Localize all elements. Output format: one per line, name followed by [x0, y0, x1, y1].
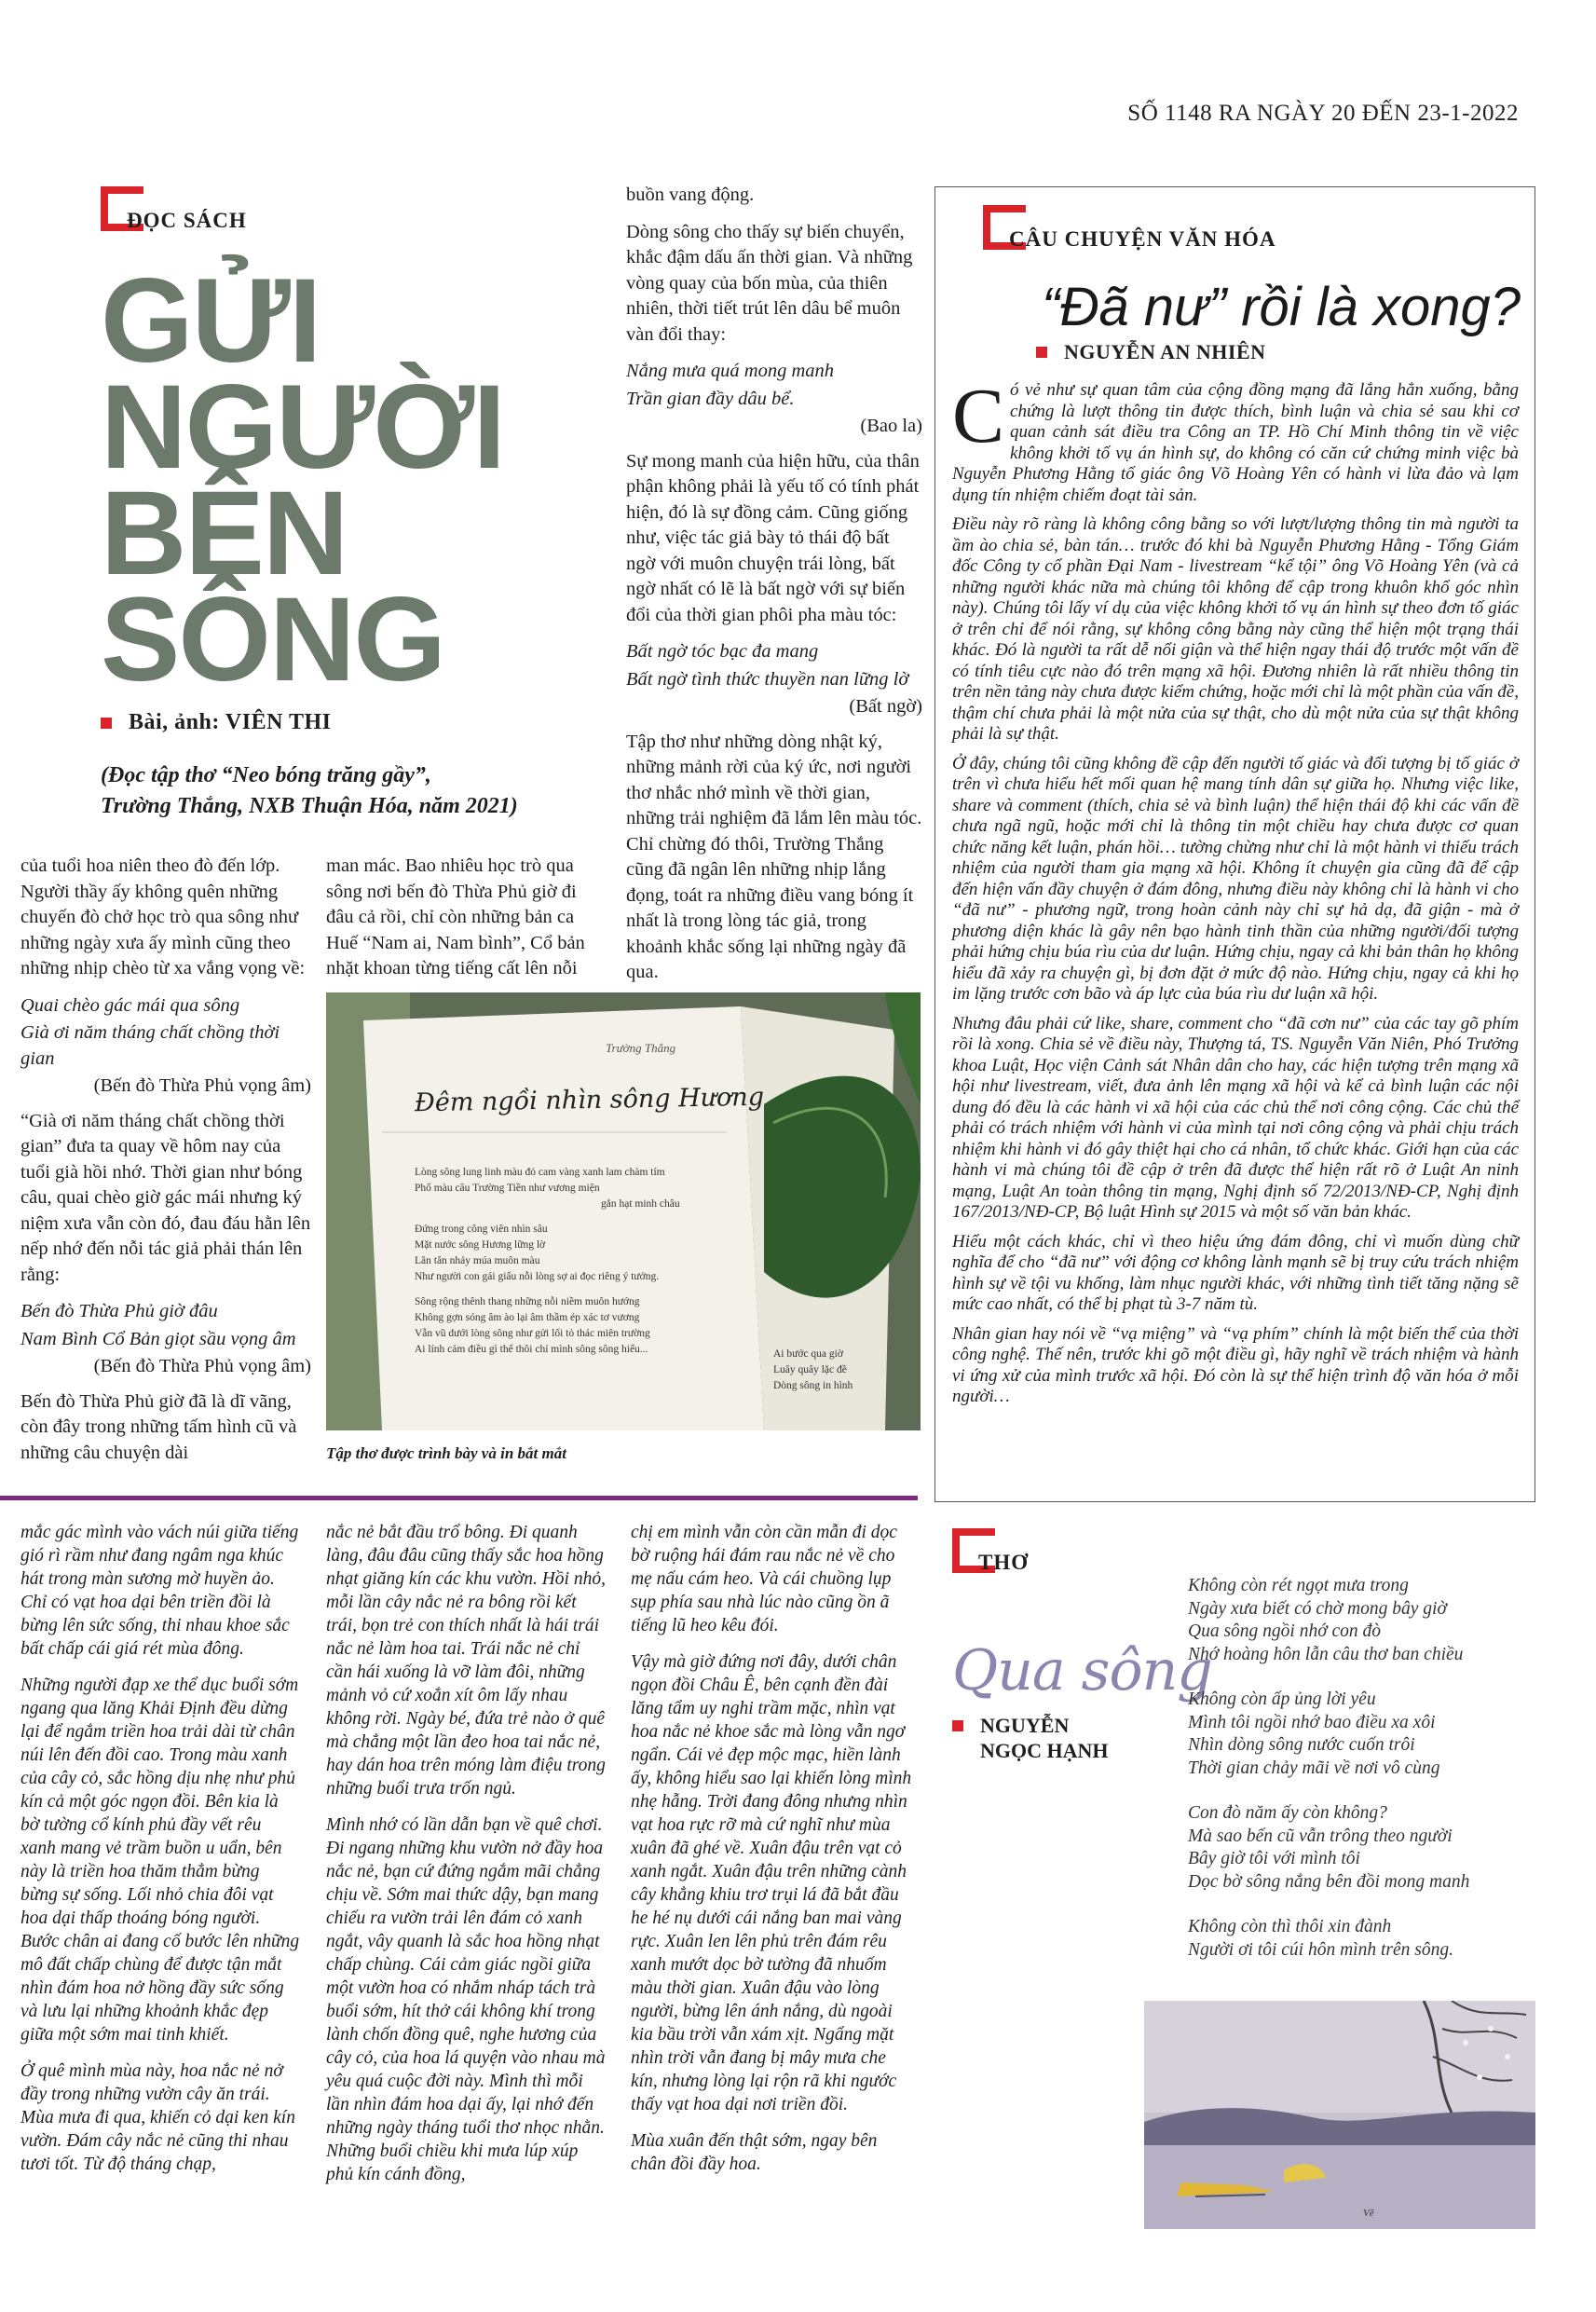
book-side-line: Luây quây lặc đề: [773, 1364, 847, 1375]
poem-author-line: NGỌC HẠNH: [980, 1739, 1109, 1762]
paragraph: Sự mong manh của hiện hữu, của thân phận không phải là yếu tố có tính phát hiện, đó là sự đồng cảm. Cũng giống như, việc tác giả bày tỏ thái độ bất ngờ với muôn chuyện trái lòng, bất ngờ nhất có lẽ là bất ngờ với sự biến đổi của thời gian phôi pha màu tóc:: [626, 450, 920, 625]
paragraph: Nhân gian hay nói về “vạ miệng” và “vạ phím” chính là một biến thể của thời công nghệ. Thế nên, trước khi gõ một điều gì, hãy nghĩ về trách nhiệm và hành vi ứng xử của mình trước xã hội. Đó còn là sự thể hiện trình độ văn hóa ở mỗi người…: [952, 1323, 1519, 1406]
bullet-square-icon: [1036, 347, 1047, 358]
section-label: ĐỌC SÁCH: [127, 209, 247, 232]
bottom-column-3: [631, 1521, 915, 2189]
poem-line: Qua sông ngồi nhớ con đò: [1188, 1621, 1382, 1641]
poem-stanza: [1188, 1802, 1523, 1894]
poem-line: Không còn rét ngọt mưa trong: [1188, 1576, 1409, 1595]
issue-line: SỐ 1148 RA NGÀY 20 ĐẾN 23-1-2022: [1127, 101, 1519, 126]
article-column-1: [20, 854, 311, 1477]
headline-line: NGƯỜI: [101, 361, 504, 494]
book-line: Như người con gái giấu nỗi lòng sợ ai đọc riêng ý tưởng.: [415, 1271, 660, 1282]
poem-line: Nhớ hoàng hôn lẫn câu thơ ban chiều: [1188, 1644, 1464, 1664]
paragraph: Vậy mà giờ đứng nơi đây, dưới chân ngọn đồi Châu Ê, bên cạnh đền đài lăng tẩm uy nghi trầm mặc, nhìn vạt hoa nắc nẻ khoe sắc mà lòng vẫn ngơ ngẩn. Cái vẻ đẹp mộc mạc, hiền lành ấy, không hiểu sao lại khiến lòng mình nhẹ hẫng. Trời đang đông nhưng nhìn vạt hoa rực rỡ mà cứ nghĩ như mùa xuân đã ghé về. Xuân đậu trên vạt cỏ xanh ngắt. Xuân đậu trên những cành cây khẳng khiu trơ trụi lá đã bắt đầu he hé nụ dưới cái nắng ban mai vàng rực. Xuân len lên phủ trên đám rêu xanh mướt dọc bờ tường đã nhuốm màu thời gian. Xuân đậu vào lòng người, bừng lên ánh nắng, dù ngoài kia bầu trời vẫn xám xịt. Ngẩng mặt nhìn trời vẫn đang bị mây mưa che kín, nhưng lòng lại rộn rã khi ngước thấy vạt hoa dại nơi triền đồi.: [631, 1652, 912, 2114]
verse-source: (Bến đò Thừa Phủ vọng âm): [93, 1075, 311, 1096]
subtitle-line: (Đọc tập thơ “Neo bóng trăng gầy”,: [101, 763, 431, 787]
section-doc-sach: [101, 186, 247, 231]
poem-artwork: [1144, 2001, 1535, 2229]
poem-line: Không còn ấp ủng lời yêu: [1188, 1690, 1376, 1709]
book-line: Lòng sông lung linh màu đỏ cam vàng xanh lam chàm tím: [415, 1167, 665, 1178]
byline: [101, 710, 332, 735]
section-label: THƠ: [978, 1551, 1030, 1574]
paragraph: Hiểu một cách khác, chỉ vì theo hiệu ứng đám đông, chỉ vì muốn dùng chữ nghĩa để cho “đã nư” với động cơ không lành mạnh sẽ bị truy cứu trách nhiệm hình sự về tội vu khống, làm nhục người khác, với những tình tiết tăng nặng sẽ mức cao nhất, có thể bị phạt tù 3-7 năm tù.: [952, 1231, 1519, 1314]
paragraph: Tập thơ như những dòng nhật ký, những mảnh rời của ký ức, nơi người thơ nhắc nhớ mình về thời gian, những trải nghiệm đã lắm lên màu tóc. Chỉ chừng đó thôi, Trường Thắng cũng đã ngân lên những nhịp lắng đọng, toát ra những điều vang bóng ít nhất là trong lòng tác giả, trong khoảnh khắc sống lại những ngày đã qua.: [626, 731, 922, 982]
poem-title: Qua sông: [952, 1638, 1212, 1703]
bottom-column-2: [326, 1521, 607, 2199]
poem-author-line: NGUYỄN: [980, 1714, 1070, 1737]
byline-text: NGUYỄN AN NHIÊN: [1064, 340, 1266, 363]
paragraph: Mình nhớ có lần dẫn bạn về quê chơi. Đi ngang những khu vườn nở đầy hoa nắc nẻ, bạn cứ đứng ngắm mãi chẳng chịu về. Sớm mai thức dậy, bạn mang chiếu ra vườn trải lên đám cỏ xanh ngắt, vây quanh là sắc hoa hồng nhạt chấp chùng. Cái cảm giác ngồi giữa một vườn hoa có nhắm nháp tách trà buổi sớm, hít thở cái không khí trong lành chốn đồng quê, nghe hương của cây cỏ, của hoa lá quyện vào nhau mà yêu quá cuộc đời này. Mình thì mỗi lần nhìn đám hoa dại ấy, lại nhớ đến những ngày tháng tuổi thơ nhọc nhằn. Những buổi chiều khi mưa lúp xúp phủ kín cánh đồng,: [326, 1815, 606, 2184]
paragraph-text: ó vẻ như sự quan tâm của cộng đồng mạng đã lắng hẳn xuống, bằng chứng là lượt thông tin được thích, bình luận và chia sẻ sau khi cơ quan cảnh sát điều tra Công an TP. Hồ Chí Minh thông tin về việc không khởi tố vụ án hình sự, do không có căn cứ chứng minh việc bà Nguyễn Phương Hằng tố giác ông Võ Hoàng Yên có hành vi lừa đảo và lạm dụng tín nhiệm chiếm đoạt tài sản.: [952, 380, 1519, 505]
verse-line: Quai chèo gác mái qua sông: [20, 994, 240, 1016]
verse-line: Già ơi năm tháng chất chồng thời gian: [20, 1022, 280, 1069]
paragraph: nắc nẻ bắt đầu trổ bông. Đi quanh làng, đâu đâu cũng thấy sắc hoa hồng nhạt giăng kín các khu vườn. Hồi nhỏ, mỗi lần cây nắc nẻ ra bông rồi kết trái, bọn trẻ con thích nhất là hái trái nắc nẻ làm hoa tai. Trái nắc nẻ chỉ cần hái xuống là vỡ làm đôi, những mảnh vỏ cứ xoắn xít ôm lấy nhau không rời. Ngày bé, đứa trẻ nào ở quê mà chẳng một lần đeo hoa tai nắc nẻ, hay dán hoa trên móng làm điệu trong những buổi trưa trốn ngủ.: [326, 1523, 606, 1799]
paragraph: buồn vang động.: [626, 185, 755, 205]
paragraph: Điều này rõ ràng là không công bằng so với lượt/lượng thông tin mà người ta ầm ào chia sẻ, bàn tán… trước đó khi bà Nguyễn Phương Hằng - Tổng Giám đốc Công ty cổ phần Đại Nam - livestream “kể tội” ông Võ Hoàng Yên (và cả những người khác nữa mà chúng tôi không để cập trong khuôn khổ góc nhìn này). Chúng tôi lấy ví dụ của việc không khởi tố vụ án hình sự theo đơn tố giác ở trên chỉ để nói rằng, sự không công bằng này cũng thể hiện một trạng thái khác. Đó là người ta rất dễ nổi giận và thể hiện ngay thái độ trước một vấn đề có tính tiêu cực nào đó trên mạng xã hội. Đương nhiên là rất nhiều thông tin trên nền tảng này chưa được kiểm chứng, hoặc mới chỉ là một phần của vấn đề, thậm chí chưa phải là một nửa của sự thật, cho dù một nửa của sự thật không phải là sự thật.: [952, 514, 1519, 744]
poem-author: [980, 1713, 1109, 1763]
book-line: gắn hạt minh châu: [601, 1198, 680, 1210]
section-label: CÂU CHUYỆN VĂN HÓA: [1009, 227, 1276, 251]
verse-line: Bất ngờ tóc bạc đa mang: [626, 641, 819, 662]
book-line: Lăn tăn nhảy múa muôn màu: [415, 1255, 540, 1266]
book-line: Vẫn vũ dưới lòng sông như gửi lối tỏ thác miên trường: [415, 1328, 650, 1339]
verse-line: Trần gian đầy dâu bể.: [626, 388, 795, 409]
paragraph: mắc gác mình vào vách núi giữa tiếng gió rì rầm như đang ngâm nga khúc hát trong màn sương mờ huyền ảo. Chỉ có vạt hoa dại bên triền đồi là bừng lên sức sống, thi nhau khoe sắc bất chấp cái giá rét mùa đông.: [20, 1523, 299, 1659]
byline-text: Bài, ảnh: VIÊN THI: [129, 710, 332, 734]
headline-line: SÔNG: [101, 573, 444, 706]
section-tho: [952, 1528, 1029, 1573]
drop-cap: C: [952, 373, 1005, 459]
section-divider: [0, 1496, 918, 1500]
culture-text: [952, 373, 1519, 1416]
poem-line: Bây giờ tôi với mình tôi: [1188, 1849, 1360, 1868]
book-side-lines: [773, 1347, 885, 1394]
poem-text: [1188, 1575, 1523, 1984]
section-van-hoa: [983, 205, 1276, 250]
book-line: Đứng trong công viên nhìn sâu: [415, 1224, 548, 1235]
culture-byline: [1036, 340, 1266, 364]
paragraph: [952, 373, 1519, 506]
culture-title: “Đã nư” rồi là xong?: [1042, 277, 1521, 337]
verse-source: (Bao la): [860, 416, 922, 436]
paragraph: Mùa xuân đến thật sớm, ngay bên chân đồi đầy hoa.: [631, 2131, 878, 2174]
poem-line: Không còn thì thôi xin đành: [1188, 1917, 1392, 1936]
verse-line: Bất ngờ tình thức thuyền nan lững lờ: [626, 668, 909, 690]
verse-line: Bến đò Thừa Phủ giờ đâu: [20, 1301, 218, 1321]
poem-line: Nhìn dòng sông nước cuốn trôi: [1188, 1735, 1415, 1755]
article-column-3: [626, 183, 922, 997]
poem-stanza: [1188, 1689, 1523, 1780]
headline-line: GỬI: [101, 254, 321, 388]
verse-line: Nắng mưa quá mong manh: [626, 361, 835, 381]
book-poem-lines: [415, 1165, 750, 1358]
verse-source: (Bến đò Thừa Phủ vọng âm): [93, 1356, 311, 1376]
poem-line: Mình tôi ngồi nhớ bao điều xa xôi: [1188, 1712, 1436, 1732]
book-line: Phố màu câu Trường Tiền như vương miện: [415, 1183, 600, 1194]
paragraph: Dòng sông cho thấy sự biến chuyển, khắc đậm dấu ấn thời gian. Và những vòng quay của bốn mùa, của thiên nhiên, thời tiết trút lên dâu bể muôn vàn đổi thay:: [626, 221, 913, 345]
paragraph: chị em mình vẫn còn cần mẫn đi dọc bờ ruộng hái đám rau nắc nẻ về cho mẹ nấu cám heo. Và cái chuồng lụp sụp phía sau nhà lúc nào cũng ồn ã tiếng lũ heo kêu đói.: [631, 1523, 897, 1635]
poem-stanza: [1188, 1575, 1523, 1666]
paragraph: “Già ơi năm tháng chất chồng thời gian” đưa ta quay về hôm nay của tuổi già hồi nhớ. Thời gian như bóng câu, quai chèo giờ gác mái nhưng ký niệm xưa vẫn còn đó, đau đáu hằn lên nếp nhớ đến nỗi tác giả phải thán lên rằng:: [20, 1110, 311, 1285]
headline-line: BÊN: [101, 467, 348, 600]
paragraph: Những người đạp xe thể dục buổi sớm ngang qua lăng Khải Định đều dừng lại để ngắm triền hoa trải dài từ chân núi lên đến đồi cao. Trong màu xanh của cây cỏ, sắc hồng dịu nhẹ như phủ kín cả một góc ngọn đồi. Bên kia là bờ tường cổ kính phủ đầy vết rêu xanh mang vẻ trầm buồn u uẩn, bên này là triền hoa thăm thẳm bừng bừng sự sống. Lối nhỏ chia đôi vạt hoa dại thấp thoáng bóng người. Bước chân ai đang cố bước lên những mô đất chấp chùng để được tận mắt nhìn đám hoa nở hồng đầy sức sống và lưu lại những khoảnh khắc đẹp giữa một sớm mai tinh khiết.: [20, 1676, 300, 2045]
poem-line: Mà sao bến cũ vẫn trông theo người: [1188, 1826, 1453, 1846]
book-line: Sông rộng thênh thang những nỗi niềm muôn hướng: [415, 1296, 640, 1307]
book-line: Mặt nước sông Hương lững lờ: [415, 1239, 546, 1251]
paragraph: Ở quê mình mùa này, hoa nắc nẻ nở đầy trong những vườn cây ăn trái. Mùa mưa đi qua, khiến cỏ dại ken kín vườn. Đám cây nắc nẻ cũng thi nhau tươi tốt. Từ độ tháng chạp,: [20, 2061, 295, 2174]
verse-source: (Bất ngờ): [849, 696, 922, 717]
article-column-2: [326, 854, 606, 993]
book-line: Ai lính cảm điều gì thế thôi chỉ mình sông sông hiểu...: [415, 1344, 648, 1355]
paragraph: của tuổi hoa niên theo đò đến lớp. Người thầy ấy không quên những chuyến đò chở học trò qua sông như những ngày xưa ấy mình cũng theo những nhịp chèo từ xa vắng vọng về:: [20, 855, 306, 978]
poem-stanza: [1188, 1916, 1523, 1962]
bottom-column-1: [20, 1521, 300, 2189]
book-side-line: Dòng sông in hình: [773, 1380, 853, 1391]
poem-line: Con đò năm ấy còn không?: [1188, 1803, 1387, 1823]
paragraph: Nhưng đâu phải cứ like, share, comment cho “đã cơn nư” của các tay gõ phím rồi là xong. Chia sẻ về điều này, Thượng tá, TS. Nguyễn Văn Niên, Phó Trưởng khoa Luật, Học viện Cảnh sát Nhân dân cho hay, các hiện tượng trên mạng xã hội như livestream, viết, đưa ảnh lên mạng xã hội và kể cả bình luận các nội dung đó đều là các hành vi xã hội của các chủ thể nơi công cộng. Các chủ thể phải có trách nhiệm với hành vi của mình tại nơi công cộng và phải chịu trách nhiệm khi hành vi đó gây thiệt hại cho cá nhân, tổ chức khác. Giới hạn của các hành vi mà chúng tôi đề cập ở trên đã được thể hiện rất rõ ở Luật An ninh mạng, Luật An toàn thông tin mạng, Nghị định số 72/2013/NĐ-CP, Nghị định 167/2013/NĐ-CP, Bộ luật Hình sự 2015 và một số văn bản khác.: [952, 1013, 1519, 1222]
bullet-square-icon: [101, 718, 112, 729]
paragraph: man mác. Bao nhiêu học trò qua sông nơi bến đò Thừa Phủ giờ đi đâu cả rồi, chỉ còn những bản ca Huế “Nam ai, Nam bình”, Cổ bản nhặt khoan từng tiếng cất lên nỗi: [326, 855, 585, 978]
poem-line: Ngày xưa biết có chờ mong bây giờ: [1188, 1598, 1447, 1619]
poem-byline: [952, 1713, 1109, 1763]
book-author: Trường Thắng: [606, 1041, 676, 1055]
book-photo: [326, 992, 921, 1430]
poem-line: Người ơi tôi cúi hôn mình trên sông.: [1188, 1939, 1453, 1960]
headline: [101, 254, 585, 706]
photo-caption: Tập thơ được trình bày và in bắt mắt: [326, 1444, 566, 1462]
paragraph: Bến đò Thừa Phủ giờ đã là dĩ vãng, còn đây trong những tấm hình cũ và những câu chuyện dài: [20, 1390, 297, 1463]
bullet-square-icon: [952, 1720, 963, 1731]
book-side-line: Ai bước qua giờ: [773, 1348, 843, 1360]
book-line: Không gợn sóng âm ào lại âm thầm ép xác tơ vương: [415, 1312, 640, 1323]
verse-line: Nam Bình Cổ Bản giọt sầu vọng âm: [20, 1328, 296, 1349]
river-boat-illustration: [1144, 2001, 1535, 2229]
subtitle: [101, 760, 585, 822]
subtitle-line: Trường Thắng, NXB Thuận Hóa, năm 2021): [101, 794, 518, 818]
poem-line: Dọc bờ sông nắng bên đồi mong manh: [1188, 1871, 1470, 1892]
poem-line: Thời gian chảy mãi về nơi vô cùng: [1188, 1758, 1440, 1778]
paragraph: Ở đây, chúng tôi cũng không đề cập đến người tố giác và đối tượng bị tố giác ở trên vì chưa hiểu hết mối quan hệ mang tính dân sự giữa họ. Nhưng việc like, share và comment (thích, chia sẻ và bình luận) thể hiện thái độ khi các vấn đề chưa ngã ngũ, hoặc mới chỉ là thông tin một chiều hay chưa được cơ quan chức năng kết luận, phán hồi… tường chừng như chỉ là một hành vi thiếu trách nhiệm của người tham gia mạng xã hội. Không ít chuyện gia cũng đã để cập đến hiện vấn đầy chuyện ở đám đông, nhưng điều này không chỉ là hành vi cho “đã nư” - phương ngữ, trong hoàn cảnh này chỉ sự hả dạ, đã giận - mà ở phương diện khác là gây nên bạo hành tinh thần của những người/đối tượng phải hứng chịu búa rìu của dư luận. Hứng chịu, ngay cả khi bản thân họ không hiểu đã xảy ra chuyện gì, bị đơn đặt ở mức độ nào. Hứng chịu, ngay cả khi họ im lặng trước cơn bão và áp lực của búa rìu dư luận xã hội.: [952, 753, 1519, 1004]
book-poem-title: Đêm ngồi nhìn sông Hương: [414, 1082, 765, 1118]
art-signature: Vẽ: [1363, 2208, 1374, 2219]
